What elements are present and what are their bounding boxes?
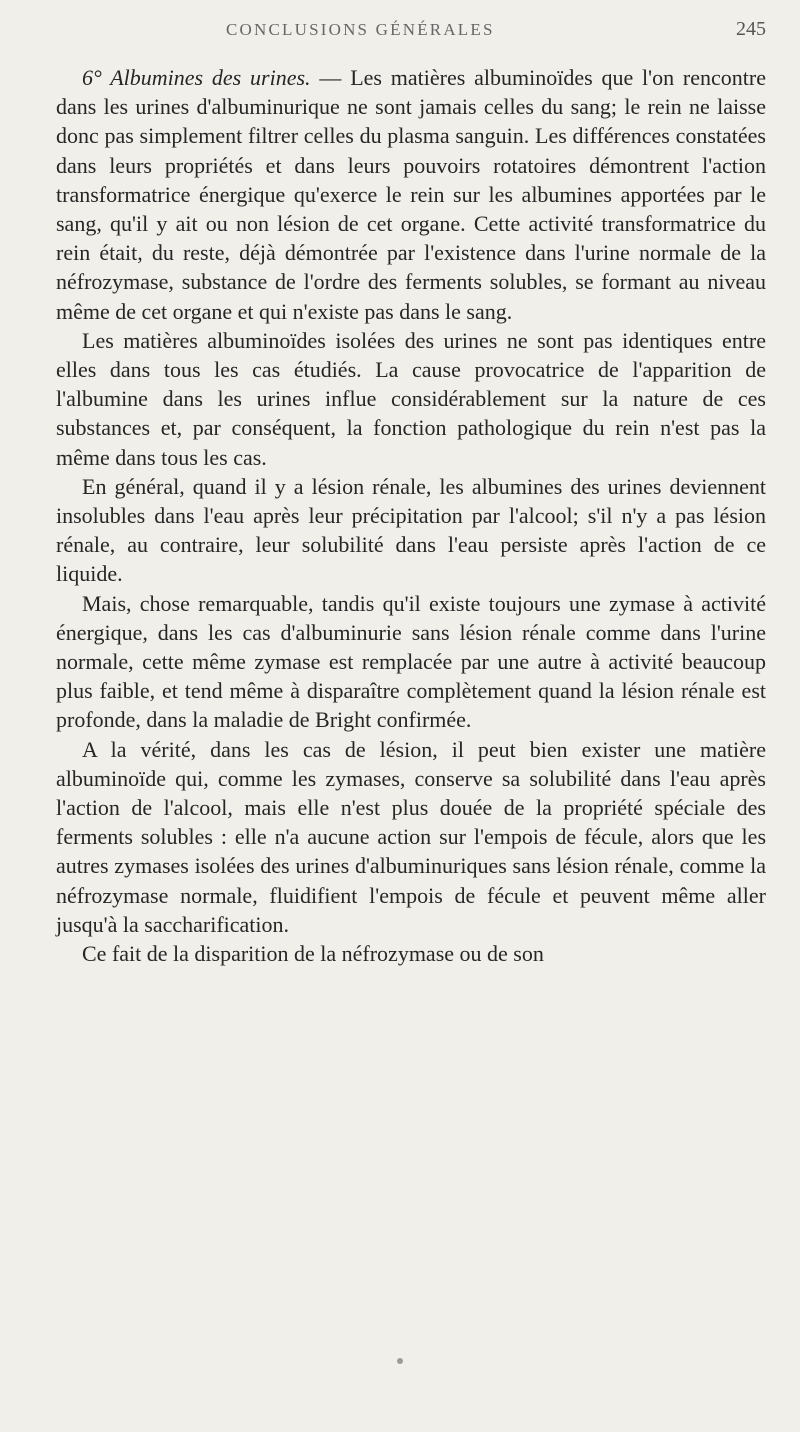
- paragraph-text: — Les matières albuminoïdes que l'on rencontre dans les urines d'albuminurique ne sont jamais celles du sang; le rein ne laisse donc pas simplement filtrer celles du plasma sanguin. Les différences constatées dans leurs propriétés et dans leurs pouvoirs rotatoires démontrent l'action transformatrice énergique qu'exerce le rein sur les albumines apportées par le sang, qu'il y ait ou non lésion de cet organe. Cette activité transformatrice du rein était, du reste, déjà démontrée par l'existence dans l'urine normale de la néfrozymase, substance de l'ordre des ferments solubles, se formant au niveau même de cet organe et qui n'existe pas dans le sang.: [56, 65, 766, 324]
- section-heading: 6° Albumines des urines.: [82, 65, 311, 90]
- paragraph-verite: A la vérité, dans les cas de lésion, il peut bien exister une matière albuminoïde qui, comme les zymases, conserve sa solubilité dans l'eau après l'action de l'alcool, mais elle n'est plus douée de la propriété spéciale des ferments solubles : elle n'a aucune action sur l'empois de fécule, alors que les autres zymases isolées des urines d'albuminuriques sans lésion rénale, comme la néfrozymase normale, fluidifient l'empois de fécule et peuvent même aller jusqu'à la saccharification.: [56, 736, 766, 937]
- paragraph-lesion-renale: En général, quand il y a lésion rénale, les albumines des urines deviennent insolubles dans l'eau après leur précipitation par l'alcool; s'il n'y a pas lésion rénale, au contraire, leur solubilité dans l'eau persiste après l'action de ce liquide.: [56, 473, 766, 587]
- paragraph-zymase: Mais, chose remarquable, tandis qu'il existe toujours une zymase à activité énergique, dans les cas d'albuminurie sans lésion rénale comme dans l'urine normale, cette même zymase est remplacée par une autre à activité beaucoup plus faible, et tend même à disparaître complètement quand la lésion rénale est profonde, dans la maladie de Bright confirmée.: [56, 590, 766, 733]
- paragraph-disparition: Ce fait de la disparition de la néfrozymase ou de son: [82, 941, 544, 967]
- paragraph-albumines: [56, 63, 766, 326]
- running-head: CONCLUSIONS GÉNÉRALES: [226, 20, 495, 39]
- body-text: [56, 63, 766, 968]
- ink-dot: [397, 1358, 403, 1364]
- page-number: 245: [736, 18, 766, 40]
- paragraph-matieres-albuminoides: Les matières albuminoïdes isolées des urines ne sont pas identiques entre elles dans tous les cas étudiés. La cause provocatrice de l'apparition de l'albumine dans les urines influe considérablement sur la nature de ces substances et, par conséquent, la fonction pathologique du rein n'est pas la même dans tous les cas.: [56, 327, 766, 470]
- page-header: [56, 20, 766, 48]
